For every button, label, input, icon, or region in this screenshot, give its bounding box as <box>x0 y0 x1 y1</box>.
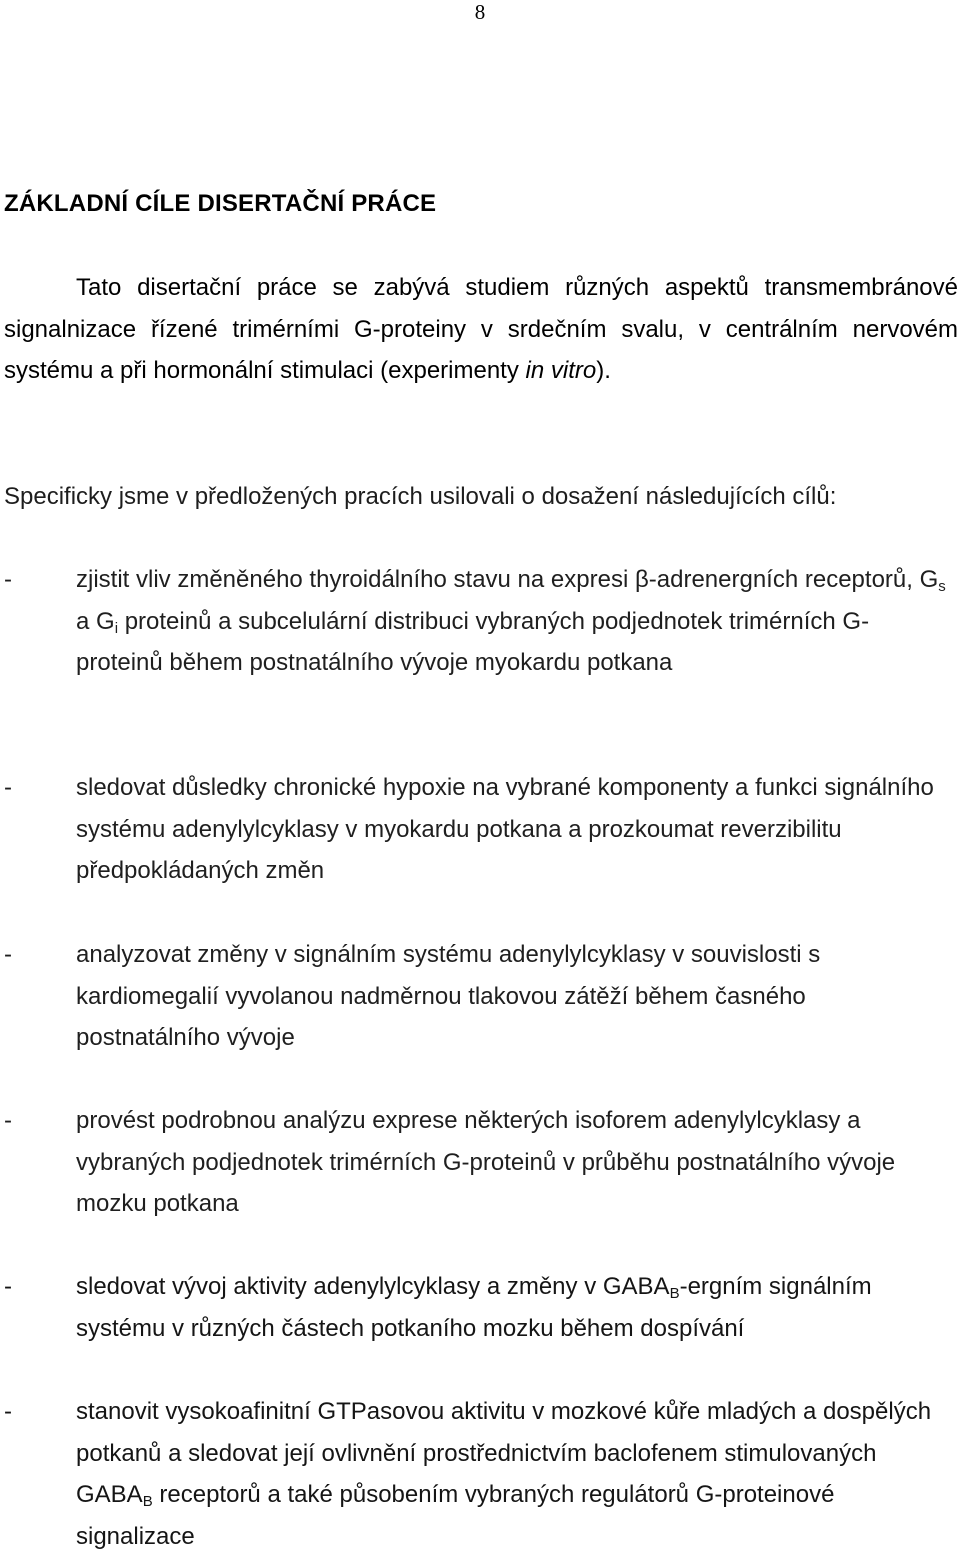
bullet-dash: - <box>4 1107 12 1134</box>
goal-1-part-c: a G <box>76 607 115 635</box>
intro-text: Tato disertační práce se zabývá studiem různých aspektů transmembránové signalnizace řízené trimérními G-proteiny v srdečním svalu, v centrálním nervovém systému a při hormonální stimulaci (experimenty <box>4 274 958 384</box>
bullet-dash: - <box>4 566 12 593</box>
goal-5-part-a: sledovat vývoj aktivity adenylylcyklasy a změny v GABA <box>76 1273 670 1300</box>
specific-goals-intro: Specificky jsme v předložených pracích usilovali o dosažení následujících cílů: <box>4 483 837 510</box>
goal-1-part-a: zjistit vliv změněného thyroidálního stavu na expresi <box>76 566 635 593</box>
intro-paragraph <box>4 267 958 392</box>
intro-end: ). <box>596 357 611 384</box>
goal-6-part-b: receptorů a také působením vybraných regulátorů G-proteinové signalizace <box>76 1481 835 1550</box>
page-number: 8 <box>474 0 486 24</box>
goal-1-part-d: proteinů a subcelulární distribuci vybraných podjednotek trimérních G-proteinů během postnatálního vývoje myokardu potkana <box>76 607 870 676</box>
goal-item-5 <box>4 1266 954 1349</box>
goal-text-5 <box>76 1266 954 1349</box>
goal-item-6 <box>4 1391 954 1557</box>
goal-text-4: provést podrobnou analýzu exprese některých isoforem adenylylcyklasy a vybraných podjednotek trimérních G-proteinů v průběhu postnatálního vývoje mozku potkana <box>76 1107 896 1217</box>
goal-1-part-b: -adrenergních receptorů, G <box>648 566 939 593</box>
goal-item-1 <box>4 559 954 684</box>
goal-text-3: analyzovat změny v signálním systému adenylylcyklasy v souvislosti s kardiomegalií vyvolanou nadměrnou tlakovou zátěží během časného postnatálního vývoje <box>76 941 821 1051</box>
beta-symbol: β <box>634 566 649 593</box>
goal-item-4 <box>4 1100 954 1225</box>
subscript-s: s <box>938 578 946 595</box>
subscript-b: B <box>669 1285 680 1302</box>
goal-item-3 <box>4 934 954 1059</box>
bullet-dash: - <box>4 941 12 968</box>
goal-text-1 <box>76 559 954 684</box>
goal-text-6 <box>76 1391 954 1557</box>
bullet-dash: - <box>4 1273 12 1300</box>
section-heading: ZÁKLADNÍ CÍLE DISERTAČNÍ PRÁCE <box>4 190 437 217</box>
goal-6-part-a: stanovit vysokoafinitní GTPasovou aktivitu v mozkové kůře mladých a dospělých potkanů a sledovat její ovlivnění prostřednictvím baclofenem stimulovaných GABA <box>76 1398 932 1508</box>
bullet-dash: - <box>4 774 12 801</box>
goal-item-2 <box>4 767 954 892</box>
bullet-dash: - <box>4 1398 12 1425</box>
intro-italic-term: in vitro <box>525 357 597 384</box>
subscript-b: B <box>142 1493 153 1510</box>
goal-text-2: sledovat důsledky chronické hypoxie na vybrané komponenty a funkci signálního systému adenylylcyklasy v myokardu potkana a prozkoumat reverzibilitu předpokládaných změn <box>76 774 934 884</box>
subscript-i: i <box>114 619 119 637</box>
goal-5-part-b: -ergním signálním systému v různých částech potkaního mozku během dospívání <box>76 1273 872 1342</box>
